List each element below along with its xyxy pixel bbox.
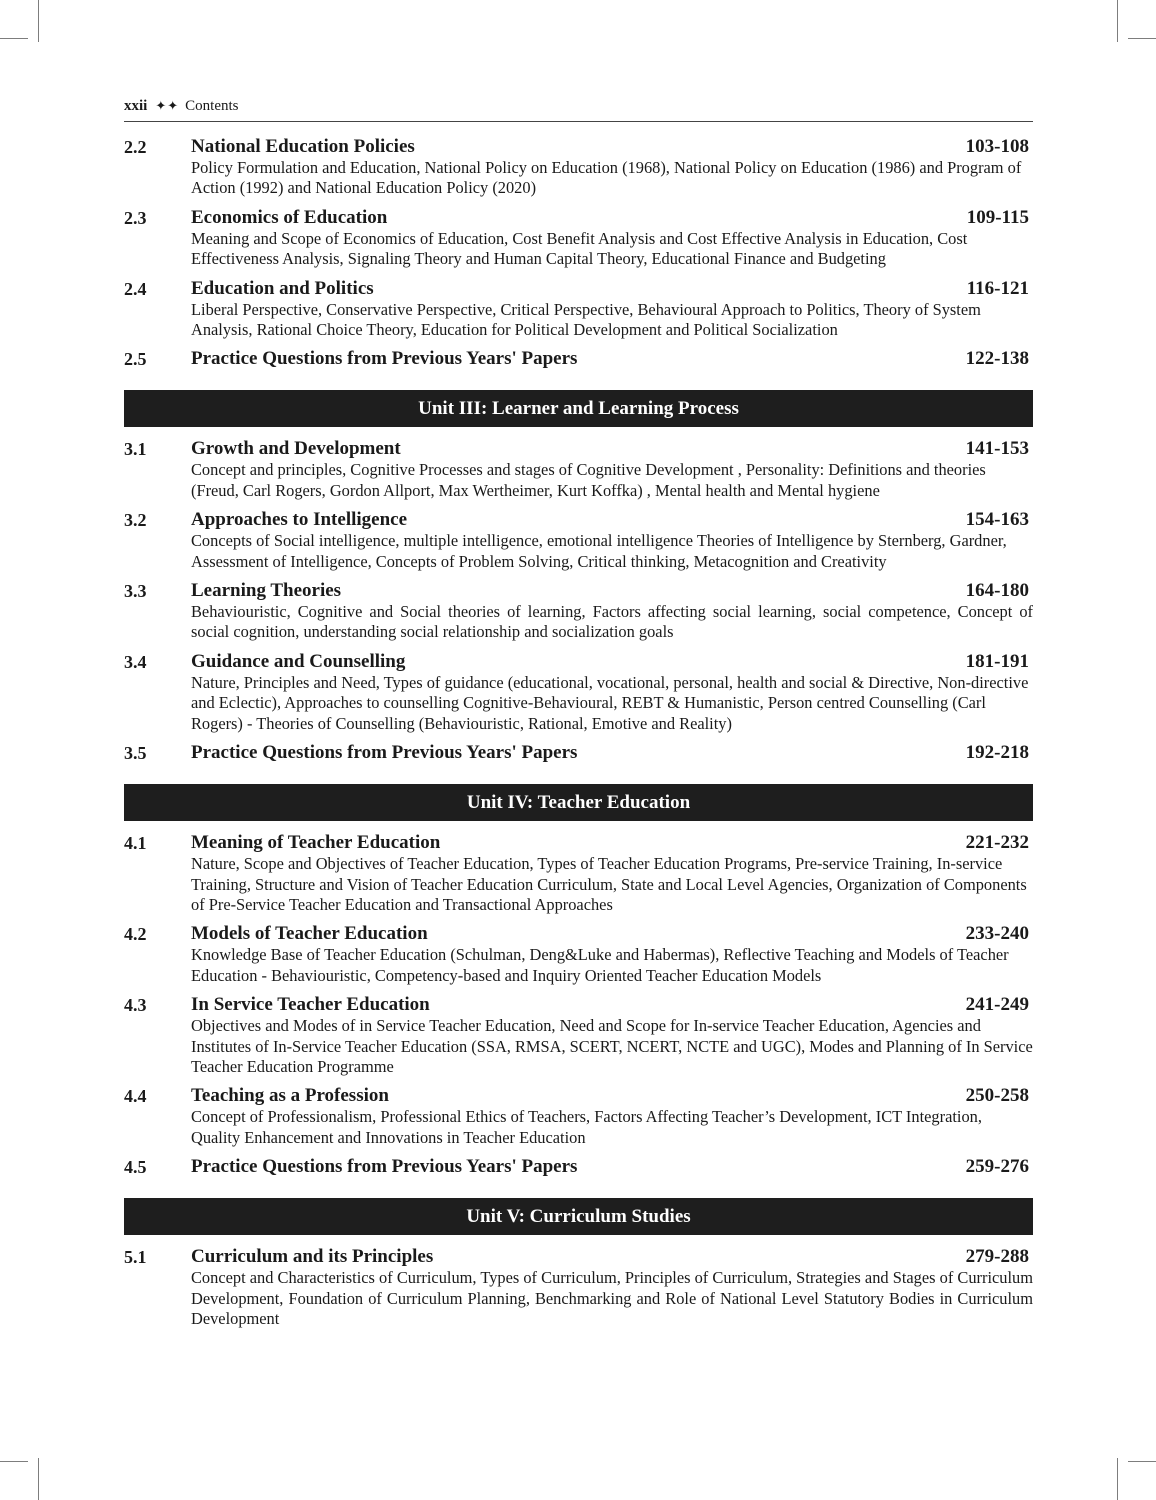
entry-pages: 164-180	[965, 580, 1029, 602]
entry-title: Education and Politics	[191, 277, 374, 299]
entry-description: Meaning and Scope of Economics of Education, Cost Benefit Analysis and Cost Effective Analysis in Education, Cost Effectiveness Analysis, Signaling Theory and Human Capital Theory, Educational Finance and Budgeting	[191, 228, 968, 269]
entry-number: 3.1	[124, 439, 147, 460]
entry-description: Concepts of Social intelligence, multiple intelligence, emotional intelligence Theories of Intelligence by Sternberg, Gardner, Assessment of Intelligence, Concepts of Problem Solving, Critical thinking, Metacognition and Creativity	[191, 531, 1007, 571]
crop-mark	[38, 1458, 39, 1500]
crop-mark	[1128, 38, 1156, 39]
entry-pages: 141-153	[965, 438, 1029, 460]
entry-number: 3.4	[124, 651, 147, 672]
entry-pages: 221-232	[965, 832, 1029, 854]
entry-title: Practice Questions from Previous Years' Papers	[191, 1156, 578, 1178]
entry-number: 2.3	[124, 207, 147, 228]
entry-title: Models of Teacher Education	[191, 923, 428, 945]
entry-pages: 241-249	[965, 994, 1029, 1016]
entry-pages: 250-258	[965, 1085, 1029, 1107]
entry-pages: 233-240	[965, 923, 1029, 945]
page-number: xxii	[124, 98, 148, 114]
entry-number: 3.5	[124, 743, 147, 764]
toc-entry	[124, 1155, 1033, 1179]
entry-number: 4.1	[124, 833, 147, 854]
crop-mark	[0, 1461, 28, 1462]
entry-pages: 259-276	[965, 1156, 1029, 1178]
entry-description: Concept and Characteristics of Curriculum, Types of Curriculum, Principles of Curriculum, Strategies and Stages of Curriculum Development, Foundation of Curriculum Planning, Benchmarking and Role of National Level Statutory Bodies in Curriculum Development	[191, 1268, 1033, 1328]
toc-entry	[124, 135, 1033, 199]
entry-description: Nature, Scope and Objectives of Teacher Education, Types of Teacher Education Programs, Pre-service Training, In-service Training, Structure and Vision of Teacher Education Curriculum, State and Local Level Agencies, Organization of Components of Pre-Service Teacher Education and Transactional Approaches	[191, 854, 1027, 914]
entry-title: Teaching as a Profession	[191, 1085, 389, 1107]
entry-pages: 116-121	[966, 277, 1029, 299]
toc-entry	[124, 1084, 1033, 1148]
entry-description: Behaviouristic, Cognitive and Social theories of learning, Factors affecting social learning, social competence, Concept of social cognition, understanding social relationship and socialization goals	[191, 602, 1033, 642]
entry-description: Liberal Perspective, Conservative Perspective, Critical Perspective, Behavioural Approach to Politics, Theory of System Analysis, Rational Choice Theory, Education for Political Development and Political Socialization	[191, 299, 981, 340]
toc-entry	[124, 206, 1033, 270]
running-header	[124, 98, 1033, 122]
unit-heading: Unit IV: Teacher Education	[124, 784, 1033, 821]
crop-mark	[1117, 1458, 1118, 1500]
entry-pages: 109-115	[966, 206, 1029, 228]
table-of-contents	[124, 135, 1033, 1336]
entry-pages: 103-108	[965, 136, 1029, 157]
entry-number: 3.3	[124, 581, 147, 602]
entry-pages: 192-218	[965, 742, 1029, 764]
entry-description: Policy Formulation and Education, National Policy on Education (1968), National Policy on Education (1986) and Program of Action (1992) and National Education Policy (2020)	[191, 158, 1022, 198]
entry-title: Guidance and Counselling	[191, 650, 406, 672]
crop-mark	[1128, 1461, 1156, 1462]
crop-mark	[0, 38, 28, 39]
entry-title: In Service Teacher Education	[191, 994, 430, 1016]
ornament-icon: ✦✦	[155, 98, 180, 113]
entry-description: Nature, Principles and Need, Types of guidance (educational, vocational, personal, health and social & Directive, Non-directive and Eclectic), Approaches to counselling Cognitive-Behavioural, REBT & Humanistic, Person centred Counselling (Carl Rogers) - Theories of Counselling (Behaviouristic, Rational, Emotive and Reality)	[191, 672, 1029, 733]
entry-pages: 154-163	[965, 509, 1029, 531]
entry-number: 4.4	[124, 1086, 147, 1107]
toc-entry	[124, 347, 1033, 371]
unit-heading: Unit III: Learner and Learning Process	[124, 390, 1033, 427]
toc-entry	[124, 831, 1033, 915]
entry-pages: 181-191	[965, 650, 1029, 672]
toc-entry	[124, 277, 1033, 341]
crop-mark	[38, 0, 39, 42]
toc-entry	[124, 1245, 1033, 1329]
toc-entry	[124, 922, 1033, 986]
entry-description: Concept of Professionalism, Professional Ethics of Teachers, Factors Affecting Teacher’s Development, ICT Integration, Quality Enhancement and Innovations in Teacher Education	[191, 1107, 982, 1147]
entry-description: Objectives and Modes of in Service Teacher Education, Need and Scope for In-service Teacher Education, Agencies and Institutes of In-Service Teacher Education (SSA, RMSA, SCERT, NCERT, NCTE and UGC), Modes and Planning of In Service Teacher Education Programme	[191, 1016, 1033, 1076]
entry-title: Growth and Development	[191, 438, 401, 460]
toc-entry	[124, 650, 1033, 734]
entry-pages: 122-138	[965, 348, 1029, 370]
entry-number: 2.2	[124, 137, 147, 157]
entry-title: National Education Policies	[191, 136, 415, 157]
entry-number: 4.3	[124, 995, 147, 1016]
entry-number: 4.2	[124, 924, 147, 945]
entry-title: Practice Questions from Previous Years' Papers	[191, 742, 578, 764]
entry-pages: 279-288	[965, 1246, 1029, 1268]
entry-number: 3.2	[124, 510, 147, 531]
entry-number: 2.4	[124, 278, 147, 299]
toc-entry	[124, 741, 1033, 765]
entry-number: 4.5	[124, 1157, 147, 1178]
entry-description: Knowledge Base of Teacher Education (Schulman, Deng&Luke and Habermas), Reflective Teaching and Models of Teacher Education - Behaviouristic, Competency-based and Inquiry Oriented Teacher Education Models	[191, 945, 1009, 985]
entry-title: Approaches to Intelligence	[191, 509, 408, 531]
unit-heading: Unit V: Curriculum Studies	[124, 1198, 1033, 1235]
entry-title: Learning Theories	[191, 580, 342, 602]
entry-title: Practice Questions from Previous Years' Papers	[191, 348, 578, 370]
crop-mark	[1117, 0, 1118, 42]
entry-number: 2.5	[124, 349, 147, 370]
entry-title: Curriculum and its Principles	[191, 1246, 434, 1268]
entry-title: Economics of Education	[191, 206, 388, 228]
entry-number: 5.1	[124, 1247, 147, 1268]
entry-description: Concept and principles, Cognitive Processes and stages of Cognitive Development , Personality: Definitions and theories (Freud, Carl Rogers, Gordon Allport, Max Wertheimer, Kurt Koffka) , Mental health and Mental hygiene	[191, 460, 986, 500]
toc-entry	[124, 579, 1033, 643]
toc-entry	[124, 437, 1033, 501]
toc-entry	[124, 508, 1033, 572]
entry-title: Meaning of Teacher Education	[191, 832, 441, 854]
section-title: Contents	[185, 98, 239, 114]
toc-entry	[124, 993, 1033, 1077]
